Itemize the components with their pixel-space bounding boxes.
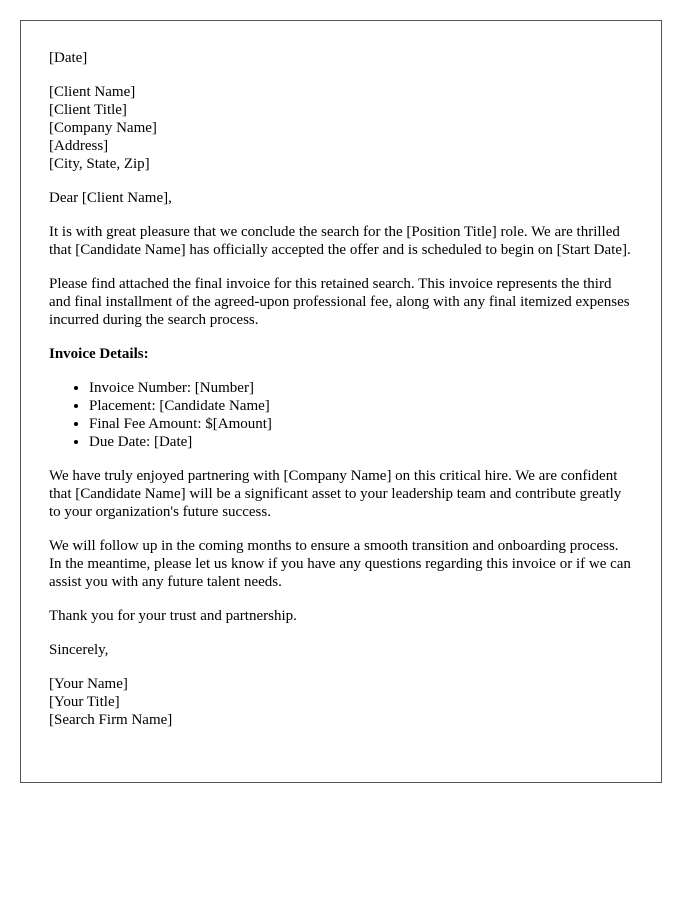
salutation: Dear [Client Name],	[49, 190, 172, 206]
invoice-note-paragraph: Please find attached the final invoice for this retained search. This invoice represents the third and final installment of the agreed-upon professional fee, along with any final itemized expenses incurred during the search process.	[49, 276, 630, 328]
due-date-item: • Due Date: [Date]	[89, 433, 633, 451]
invoice-number-item: • Invoice Number: [Number]	[89, 379, 633, 397]
recipient-company: [Company Name]	[49, 120, 157, 136]
firm-name: [Search Firm Name]	[49, 712, 173, 728]
valediction: Sincerely,	[49, 642, 109, 658]
signer-title: [Your Title]	[49, 694, 120, 710]
letter-date: [Date]	[49, 50, 88, 66]
partnership-paragraph: We have truly enjoyed partnering with [Company Name] on this critical hire. We are confident that [Candidate Name] will be a significant asset to your leadership team and contribute greatly to your organization's future success.	[49, 468, 622, 520]
recipient-title: [Client Title]	[49, 102, 127, 118]
signature-block	[49, 675, 633, 729]
recipient-city-state-zip: [City, State, Zip]	[49, 156, 150, 172]
letter-page	[20, 20, 662, 783]
recipient-address: [Address]	[49, 138, 109, 154]
follow-up-paragraph: We will follow up in the coming months to ensure a smooth transition and onboarding process. In the meantime, please let us know if you have any questions regarding this invoice or if we can assist you with any future talent needs.	[49, 538, 631, 590]
final-fee-item: • Final Fee Amount: $[Amount]	[89, 415, 633, 433]
invoice-details-heading: Invoice Details:	[49, 346, 149, 362]
thanks-paragraph: Thank you for your trust and partnership.	[49, 608, 297, 624]
placement-item: • Placement: [Candidate Name]	[89, 397, 633, 415]
invoice-details-list	[49, 379, 633, 451]
signer-name: [Your Name]	[49, 676, 128, 692]
recipient-address-block	[49, 83, 633, 173]
intro-paragraph: It is with great pleasure that we conclude the search for the [Position Title] role. We are thrilled that [Candidate Name] has officially accepted the offer and is scheduled to begin on [Start Date].	[49, 224, 631, 258]
recipient-name: [Client Name]	[49, 84, 136, 100]
